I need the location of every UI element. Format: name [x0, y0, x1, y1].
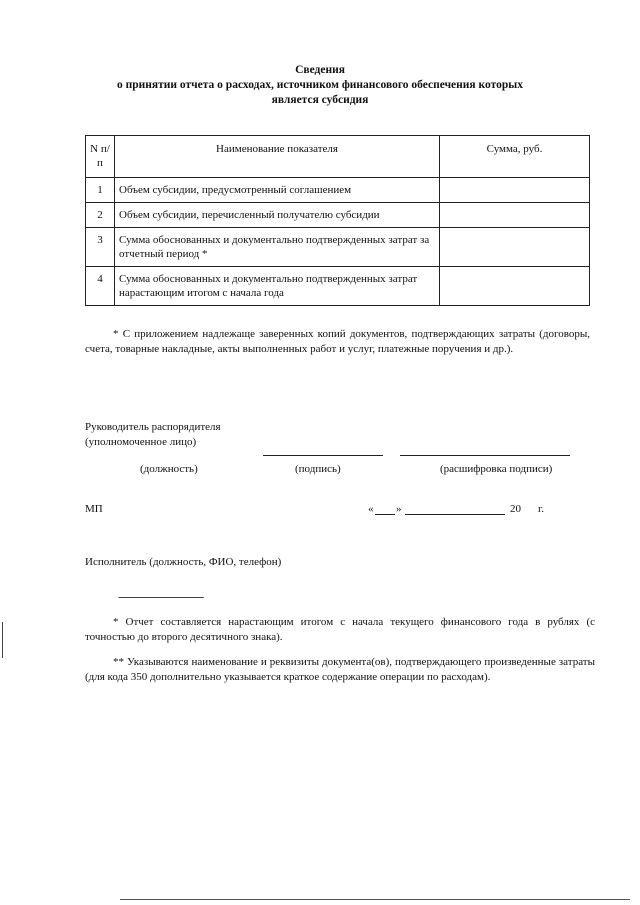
indicators-table	[85, 135, 590, 306]
scan-bottom-edge	[120, 899, 630, 900]
head-title-line1: Руководитель распорядителя	[85, 421, 221, 433]
table-row	[86, 203, 590, 228]
year-prefix: 20	[510, 503, 521, 515]
stamp-label: МП	[85, 503, 103, 515]
table-row	[86, 267, 590, 306]
head-title-line2: (уполномоченное лицо)	[85, 436, 197, 448]
header-num: N п/п	[86, 136, 115, 178]
row-num: 3	[86, 228, 115, 267]
header-name: Наименование показателя	[115, 136, 440, 178]
table-row	[86, 228, 590, 267]
row-name: Сумма обоснованных и документально подтвержденных затрат за отчетный период *	[115, 228, 440, 267]
date-month-line	[405, 514, 505, 515]
scan-margin-mark	[2, 622, 3, 658]
row-num: 2	[86, 203, 115, 228]
signature-caption: (подпись)	[295, 463, 341, 475]
attachment-note: * С приложением надлежаще заверенных копий документов, подтверждающих затраты (договоры, счета, товарные накладные, акты выполненных работ и услуг, платежные поручения и др.).	[85, 328, 590, 355]
header-sum: Сумма, руб.	[440, 136, 590, 178]
decoding-line	[400, 455, 570, 456]
footnote-separator: --------------------------------	[118, 591, 204, 603]
row-name: Объем субсидии, предусмотренный соглашением	[115, 178, 440, 203]
signature-line	[263, 455, 383, 456]
row-name: Объем субсидии, перечисленный получателю субсидии	[115, 203, 440, 228]
date-day-line	[375, 514, 395, 515]
row-sum	[440, 267, 590, 306]
row-sum	[440, 228, 590, 267]
position-caption: (должность)	[140, 463, 198, 475]
row-num: 1	[86, 178, 115, 203]
year-suffix: г.	[538, 503, 545, 515]
date-open-quote: «	[368, 503, 374, 515]
row-name: Сумма обоснованных и документально подтвержденных затрат нарастающим итогом с начала года	[115, 267, 440, 306]
footnote-2: ** Указываются наименование и реквизиты документа(ов), подтверждающего произведенные затраты (для кода 350 дополнительно указывается краткое содержание операции по расходам).	[85, 656, 595, 683]
footnote-1: * Отчет составляется нарастающим итогом с начала текущего финансового года в рублях (с точностью до второго десятичного знака).	[85, 616, 595, 643]
doc-subtitle-line1: о принятии отчета о расходах, источником финансового обеспечения которых	[117, 79, 523, 91]
table-header-row	[86, 136, 590, 178]
row-sum	[440, 203, 590, 228]
row-sum	[440, 178, 590, 203]
executor-label: Исполнитель (должность, ФИО, телефон)	[85, 556, 282, 568]
decoding-caption: (расшифровка подписи)	[440, 463, 553, 475]
doc-subtitle-line2: является субсидия	[271, 94, 369, 106]
date-close-quote: »	[396, 503, 402, 515]
table-row	[86, 178, 590, 203]
row-num: 4	[86, 267, 115, 306]
doc-title: Сведения	[295, 64, 345, 76]
